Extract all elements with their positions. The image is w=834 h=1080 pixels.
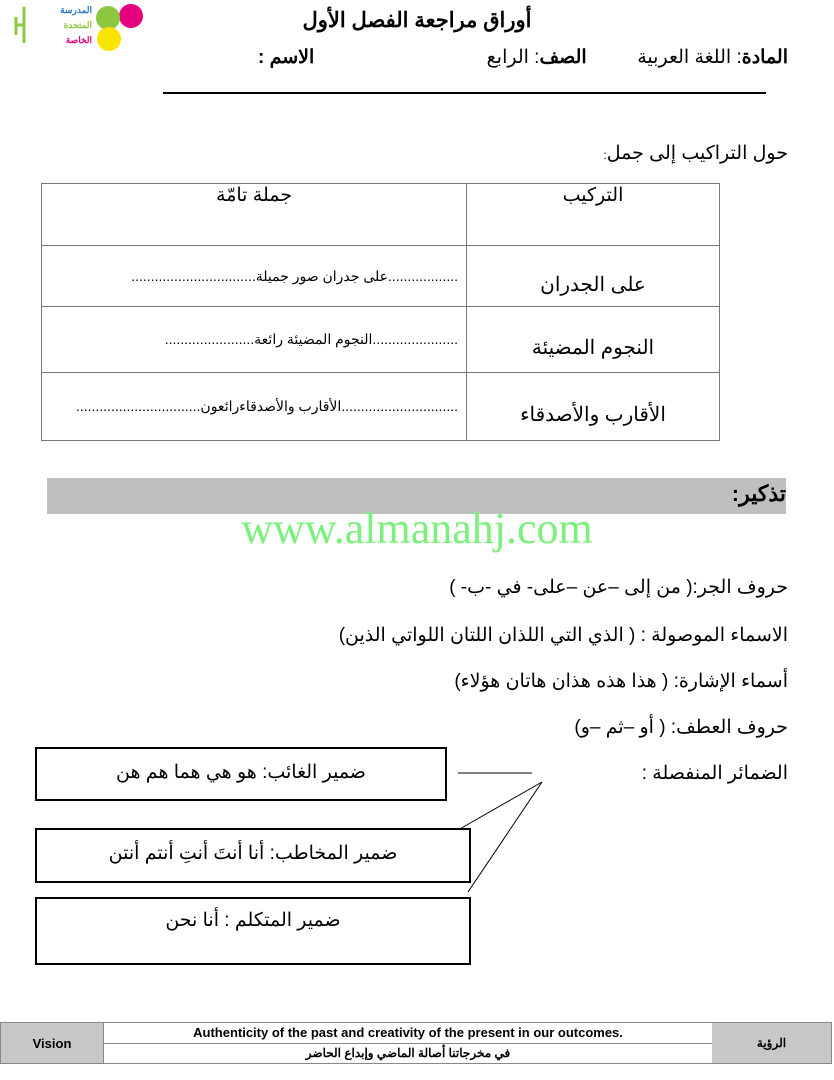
answer-text: ..............................الأقارب والأصدقاءرائعون. — [196, 398, 458, 414]
answer-trail: ............................... — [75, 398, 197, 414]
name-label: الاسم : — [258, 47, 315, 68]
logo-line-2: المتحدة — [63, 20, 92, 30]
reminder-label: تذكير: — [731, 481, 786, 506]
instruction-colon: : — [603, 148, 607, 162]
logo-line-1: المدرسة — [60, 5, 92, 15]
speaker-pronoun-text: ضمير المتكلم : أنا نحن — [165, 910, 341, 931]
answer-trail: ..................... — [164, 331, 247, 347]
subject-value: : اللغة العربية — [637, 47, 742, 68]
prepositions-line: حروف الجر:( من إلى –عن –على- في -ب- ) — [449, 577, 788, 598]
addressee-pronoun-box — [35, 828, 471, 883]
footer-motto — [103, 1023, 713, 1063]
instruction-text: حول التراكيب إلى جمل — [606, 143, 788, 164]
answer-trail: ............................ — [131, 267, 241, 284]
demonstratives-line: أسماء الإشارة: ( هذا هذه هذان هاتان هؤلاء) — [454, 671, 788, 692]
pronouns-label: الضمائر المنفصلة : — [641, 763, 788, 784]
page-title: أوراق مراجعة الفصل الأول — [302, 9, 532, 32]
answer-text: ......................النجوم المضيئة رائعة.. — [246, 331, 458, 347]
speaker-pronoun-box — [35, 897, 471, 965]
footer-motto-ar: في مخرجاتنا أصالة الماضي وإبداع الحاضر — [305, 1046, 511, 1060]
phrase-cell: النجوم المضيئة — [467, 307, 720, 373]
phrase-cell: على الجدران — [467, 246, 720, 307]
footer-vision-en: Vision — [1, 1023, 103, 1063]
logo-line-3: الخاصة — [65, 35, 92, 45]
absent-pronoun-box — [35, 747, 447, 801]
footer-motto-en: Authenticity of the past and creativity of the present in our outcomes. — [104, 1023, 712, 1044]
grade-label: الصف — [539, 47, 587, 68]
conjunctions-line: حروف العطف: ( أو –ثم –و) — [574, 717, 788, 738]
watermark: www.almanahj.com — [241, 504, 593, 553]
col-sentence-header: جملة تامّة — [42, 184, 467, 246]
grade-value: : الرابع — [486, 47, 540, 68]
addressee-pronoun-text: ضمير المخاطب: أنا أنتَ أنتِ أنتم أنتن — [108, 843, 398, 864]
col-phrase-header: التركيب — [467, 184, 720, 246]
relative-pronouns-line: الاسماء الموصولة : ( الذي التي اللذان اللتان اللواتي الذين) — [338, 625, 788, 646]
footer-vision — [0, 1022, 832, 1064]
absent-pronoun-text: ضمير الغائب: هو هي هما هم هن — [116, 762, 366, 783]
footer-vision-ar: الرؤية — [712, 1023, 831, 1063]
subject-label: المادة — [741, 47, 788, 68]
answer-text: ..................على جدران صور جميلة.... — [240, 267, 458, 284]
phrase-cell: الأقارب والأصدقاء — [467, 373, 720, 441]
